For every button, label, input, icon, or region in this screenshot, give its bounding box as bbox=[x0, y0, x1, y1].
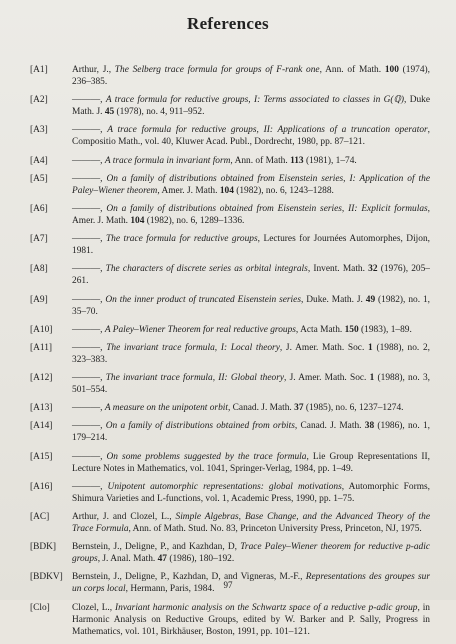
reference-publication: , Compositio Math., vol. 40, Kluwer Acad. Publ., Dordrecht, 1980, pp. 87–121. bbox=[72, 125, 431, 148]
reference-publication: , Hermann, Paris, 1984. bbox=[125, 584, 215, 595]
reference-label: [A3] bbox=[30, 125, 48, 136]
reference-pages: (1976), 205–261. bbox=[72, 264, 430, 287]
reference-entry bbox=[30, 342, 430, 366]
reference-title: The trace formula for reductive groups bbox=[105, 234, 258, 245]
reference-text bbox=[72, 64, 430, 88]
reference-pages: (1981), 1–74. bbox=[303, 155, 357, 166]
reference-entry bbox=[30, 511, 430, 535]
reference-volume: 47 bbox=[157, 554, 167, 565]
reference-pages: (1986), 180–192. bbox=[166, 554, 235, 565]
reference-publication: , Ann. of Math. Stud. No. 83, Princeton University Press, Princeton, NJ, 1975. bbox=[128, 524, 422, 534]
reference-author: ———, bbox=[72, 95, 106, 106]
reference-label: [A16] bbox=[30, 481, 53, 492]
reference-author: ———, bbox=[72, 481, 108, 492]
reference-label: [BDKV] bbox=[30, 572, 63, 583]
reference-author: Arthur, J. and Clozel, L., bbox=[72, 512, 176, 522]
reference-text bbox=[72, 94, 430, 118]
reference-volume: 49 bbox=[365, 294, 376, 305]
reference-publication: , Automorphic Forms, Shimura Varieties and L-functions, vol. 1, Academic Press, 1990, pp. 1–75. bbox=[72, 481, 430, 504]
reference-title: The invariant trace formula, I: Local theory bbox=[106, 342, 280, 353]
reference-pages: (1982), no. 6, 1289–1336. bbox=[144, 215, 245, 226]
reference-entry bbox=[30, 263, 430, 287]
reference-title: Representations des groupes sur un corps local bbox=[72, 572, 430, 595]
reference-author: Bernstein, J., Deligne, P., and Kazhdan, D, bbox=[72, 542, 241, 553]
page-title: References bbox=[187, 14, 269, 33]
reference-text bbox=[72, 511, 430, 535]
reference-author: ———, bbox=[72, 264, 106, 275]
reference-label: [A12] bbox=[30, 373, 53, 384]
reference-volume: 113 bbox=[290, 155, 304, 166]
reference-author: ———, bbox=[72, 173, 107, 184]
reference-title: A Paley–Wiener Theorem for real reductive groups bbox=[104, 324, 296, 335]
reference-text bbox=[72, 420, 430, 444]
reference-entry bbox=[30, 203, 430, 227]
reference-entry bbox=[30, 124, 430, 148]
reference-volume: 32 bbox=[368, 264, 378, 275]
reference-title: Invariant harmonic analysis on the Schwartz space of a reductive p-adic group bbox=[115, 602, 418, 613]
reference-text bbox=[72, 155, 430, 167]
reference-label: [A11] bbox=[30, 342, 53, 353]
reference-entry bbox=[30, 541, 430, 565]
reference-volume: 104 bbox=[130, 215, 145, 226]
reference-publication: , Duke Math. J. bbox=[72, 95, 431, 118]
reference-publication: , Lie Group Representations II, Lecture Notes in Mathematics, vol. 1041, Springer-Verlag, 1984, pp. 1–49. bbox=[72, 451, 430, 474]
reference-text bbox=[72, 342, 430, 366]
reference-entry bbox=[30, 372, 430, 396]
reference-title: A trace formula in invariant form bbox=[104, 155, 231, 166]
reference-pages: (1974), 236–385. bbox=[72, 65, 430, 87]
reference-publication: , Invent. Math. bbox=[307, 264, 369, 275]
reference-volume: 100 bbox=[384, 65, 399, 75]
reference-text bbox=[72, 372, 430, 396]
reference-publication: , Canad. J. Math. bbox=[227, 403, 295, 414]
reference-publication: , Lectures for Journées Automorphes, Dijon, 1981. bbox=[72, 234, 431, 257]
reference-label: [A13] bbox=[30, 403, 53, 414]
reference-label: [BDK] bbox=[30, 542, 57, 553]
reference-title: A trace formula for reductive groups, II: Applications of a truncation operator bbox=[107, 125, 428, 136]
reference-label: [A6] bbox=[30, 203, 48, 214]
reference-text bbox=[72, 481, 430, 505]
reference-volume: 37 bbox=[294, 403, 304, 414]
reference-author: Clozel, L., bbox=[72, 602, 116, 613]
reference-entry bbox=[30, 173, 430, 197]
reference-author: ———, bbox=[72, 294, 106, 305]
reference-title: A trace formula for reductive groups, I: Terms associated to classes in G(ℚ) bbox=[105, 95, 404, 106]
reference-volume: 104 bbox=[219, 185, 234, 196]
reference-text bbox=[72, 263, 430, 287]
reference-entry bbox=[30, 294, 430, 318]
reference-title: A measure on the unipotent orbit bbox=[104, 403, 228, 414]
reference-volume: 38 bbox=[364, 421, 375, 432]
reference-text bbox=[72, 294, 430, 318]
reference-pages: (1988), no. 3, 501–554. bbox=[72, 373, 431, 396]
reference-publication: , Canad. J. Math. bbox=[294, 421, 365, 432]
reference-author: Bernstein, J., Deligne, P., Kazhdan, D, and Vigneras, M.-F., bbox=[72, 572, 306, 583]
reference-label: [A10] bbox=[30, 324, 53, 335]
reference-entry bbox=[30, 324, 430, 336]
reference-entry bbox=[30, 233, 430, 257]
reference-title: The invariant trace formula, II: Global theory bbox=[105, 373, 285, 384]
reference-text bbox=[72, 324, 430, 336]
reference-text bbox=[72, 541, 430, 565]
reference-list bbox=[0, 64, 456, 644]
reference-title: Trace Paley–Wiener theorem for reductive p-adic groups bbox=[72, 542, 430, 565]
reference-publication: , Ann. of Math. bbox=[230, 155, 291, 166]
reference-text bbox=[72, 602, 430, 638]
reference-title: On some problems suggested by the trace formula bbox=[106, 451, 307, 462]
reference-publication: , Amer. J. Math. bbox=[72, 203, 430, 226]
reference-publication: , J. Amer. Math. Soc. bbox=[279, 342, 369, 353]
reference-label: [A9] bbox=[30, 294, 48, 305]
reference-author: ———, bbox=[72, 373, 106, 384]
reference-publication: , in Harmonic Analysis on Reductive Groups, edited by W. Barker and P. Sally, Progress in Mathematics, vol. 101, Birkhäuser, Boston, 1991, pp. 101–121. bbox=[72, 602, 430, 637]
reference-author: ———, bbox=[72, 234, 106, 245]
reference-entry bbox=[30, 64, 430, 88]
reference-publication: , Amer. J. Math. bbox=[157, 185, 220, 196]
reference-text bbox=[72, 451, 430, 475]
reference-pages: (1978), no. 4, 911–952. bbox=[114, 107, 205, 118]
reference-author: ———, bbox=[72, 342, 107, 353]
reference-publication: , Acta Math. bbox=[295, 324, 345, 335]
reference-publication: , Ann. of Math. bbox=[319, 65, 385, 75]
reference-pages: (1986), no. 1, 179–214. bbox=[72, 421, 431, 444]
reference-title: Simple Algebras, Base Change, and the Advanced Theory of the Trace Formula bbox=[72, 512, 430, 534]
reference-title: The characters of discrete series as orbital integrals bbox=[105, 264, 308, 275]
reference-entry bbox=[30, 94, 430, 118]
reference-text bbox=[72, 124, 430, 148]
reference-author: ———, bbox=[72, 324, 105, 335]
reference-volume: 1 bbox=[369, 373, 375, 384]
reference-entry bbox=[30, 155, 430, 167]
reference-entry bbox=[30, 420, 430, 444]
reference-entry bbox=[30, 451, 430, 475]
reference-pages: (1982), no. 6, 1243–1288. bbox=[233, 185, 334, 196]
reference-volume: 150 bbox=[344, 324, 359, 335]
reference-title: On the inner product of truncated Eisenstein series bbox=[105, 294, 301, 305]
reference-pages: (1983), 1–89. bbox=[358, 324, 412, 335]
reference-label: [A14] bbox=[30, 421, 53, 432]
reference-pages: (1988), no. 2, 323–383. bbox=[72, 342, 430, 365]
reference-author: ———, bbox=[72, 451, 107, 462]
reference-author: ———, bbox=[72, 421, 106, 432]
reference-title: Unipotent automorphic representations: global motivations bbox=[107, 481, 342, 492]
reference-label: [A4] bbox=[30, 155, 48, 166]
reference-pages: (1982), no. 1, 35–70. bbox=[72, 294, 430, 317]
reference-publication: , J. Anal. Math. bbox=[97, 554, 158, 565]
reference-author: ———, bbox=[72, 403, 105, 414]
reference-title: The Selberg trace formula for groups of F-rank one bbox=[114, 65, 320, 75]
reference-label: [A5] bbox=[30, 173, 48, 184]
reference-text bbox=[72, 233, 430, 257]
reference-pages: (1985), no. 6, 1237–1274. bbox=[303, 403, 404, 414]
reference-label: [AC] bbox=[30, 512, 50, 522]
reference-title: On a family of distributions obtained from Eisenstein series, I: Application of the Paley–Wiener theorem bbox=[72, 173, 430, 196]
reference-label: [A1] bbox=[30, 65, 48, 75]
reference-title: On a family of distributions obtained from orbits bbox=[105, 421, 295, 432]
reference-publication: , J. Amer. Math. Soc. bbox=[284, 373, 370, 384]
reference-title: On a family of distributions obtained from Eisenstein series, II: Explicit formulas bbox=[106, 203, 428, 214]
reference-entry bbox=[30, 602, 430, 638]
reference-author: ———, bbox=[72, 125, 108, 136]
reference-text bbox=[72, 402, 430, 414]
reference-label: [A7] bbox=[30, 234, 48, 245]
reference-entry bbox=[30, 481, 430, 505]
reference-author: Arthur, J., bbox=[72, 65, 115, 75]
reference-volume: 1 bbox=[368, 342, 373, 353]
page-number: 97 bbox=[223, 580, 233, 590]
reference-text bbox=[72, 203, 430, 227]
reference-label: [A2] bbox=[30, 95, 48, 106]
reference-publication: , Duke. Math. J. bbox=[300, 294, 366, 305]
reference-entry bbox=[30, 402, 430, 414]
reference-volume: 45 bbox=[104, 107, 115, 118]
reference-label: [Clo] bbox=[30, 602, 50, 613]
reference-text bbox=[72, 173, 430, 197]
reference-author: ———, bbox=[72, 155, 105, 166]
reference-label: [A8] bbox=[30, 264, 48, 275]
reference-author: ———, bbox=[72, 203, 107, 214]
reference-label: [A15] bbox=[30, 451, 53, 462]
